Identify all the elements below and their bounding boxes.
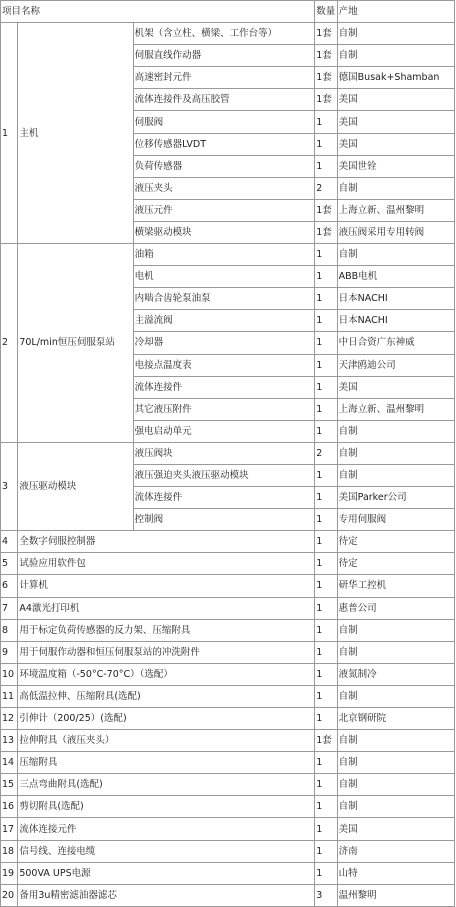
origin-cell: 上海立新、温州黎明 <box>337 199 454 221</box>
group-name: 主机 <box>18 23 133 244</box>
row-number: 18 <box>1 840 18 862</box>
quantity-cell: 1 <box>315 420 337 442</box>
sub-item-name: 电机 <box>133 266 315 288</box>
sub-item-name: 液压元件 <box>133 199 315 221</box>
origin-cell: 德国Busak+Shamban <box>337 67 454 89</box>
row-number: 16 <box>1 796 18 818</box>
sub-item-name: 液压强迫夹头液压驱动模块 <box>133 464 315 486</box>
quantity-cell: 1 <box>315 796 337 818</box>
table-row <box>1 641 455 663</box>
item-name: 全数字伺服控制器 <box>18 531 315 553</box>
origin-cell: 自制 <box>337 420 454 442</box>
origin-cell: ABB电机 <box>337 266 454 288</box>
sub-item-name: 液压夹头 <box>133 177 315 199</box>
quantity-cell: 1 <box>315 685 337 707</box>
item-name: 高低温拉伸、压缩附具(选配) <box>18 685 315 707</box>
sub-item-name: 内啮合齿轮泵油泵 <box>133 288 315 310</box>
origin-cell: 济南 <box>337 840 454 862</box>
quantity-cell: 1 <box>315 708 337 730</box>
origin-cell: 自制 <box>337 177 454 199</box>
origin-cell: 自制 <box>337 45 454 67</box>
table-row <box>1 685 455 707</box>
header-row <box>1 1 455 23</box>
sub-item-name: 流体连接件 <box>133 487 315 509</box>
item-name: 三点弯曲附具(选配) <box>18 774 315 796</box>
quantity-cell: 1 <box>315 531 337 553</box>
sub-item-name: 负荷传感器 <box>133 155 315 177</box>
table-row <box>1 862 455 884</box>
sub-item-name: 伺服阀 <box>133 111 315 133</box>
item-name: A4激光打印机 <box>18 597 315 619</box>
origin-cell: 美国 <box>337 89 454 111</box>
origin-cell: 自制 <box>337 730 454 752</box>
sub-item-name: 电接点温度表 <box>133 354 315 376</box>
row-number: 15 <box>1 774 18 796</box>
table-row <box>1 708 455 730</box>
item-name: 环境温度箱（-50°C-70°C）（选配） <box>18 663 315 685</box>
item-name: 压缩附具 <box>18 752 315 774</box>
origin-cell: 待定 <box>337 531 454 553</box>
quantity-cell: 1 <box>315 464 337 486</box>
quantity-cell: 1 <box>315 398 337 420</box>
origin-cell: 自制 <box>337 774 454 796</box>
quantity-cell: 1 <box>315 575 337 597</box>
quantity-cell: 1套 <box>315 221 337 243</box>
row-number: 4 <box>1 531 18 553</box>
quantity-cell: 1 <box>315 288 337 310</box>
quantity-cell: 3 <box>315 884 337 906</box>
quantity-cell: 1 <box>315 862 337 884</box>
sub-item-name: 控制阀 <box>133 509 315 531</box>
origin-cell: 专用伺服阀 <box>337 509 454 531</box>
table-row <box>1 730 455 752</box>
quantity-cell: 1 <box>315 663 337 685</box>
row-number: 20 <box>1 884 18 906</box>
row-number: 1 <box>1 23 18 244</box>
quantity-cell: 1套 <box>315 67 337 89</box>
quantity-cell: 1 <box>315 244 337 266</box>
sub-item-name: 高速密封元件 <box>133 67 315 89</box>
quantity-cell: 1 <box>315 111 337 133</box>
origin-cell: 美国 <box>337 133 454 155</box>
origin-cell: 美国 <box>337 376 454 398</box>
origin-cell: 中日合资广东神威 <box>337 332 454 354</box>
quantity-cell: 1 <box>315 266 337 288</box>
origin-cell: 天津鸥迪公司 <box>337 354 454 376</box>
sub-item-name: 冷却器 <box>133 332 315 354</box>
quantity-cell: 1 <box>315 487 337 509</box>
quantity-cell: 1 <box>315 376 337 398</box>
origin-cell: 美国Parker公司 <box>337 487 454 509</box>
origin-cell: 自制 <box>337 685 454 707</box>
origin-cell: 美国世铨 <box>337 155 454 177</box>
quantity-cell: 1 <box>315 155 337 177</box>
row-number: 17 <box>1 818 18 840</box>
row-number: 9 <box>1 641 18 663</box>
quantity-cell: 1 <box>315 354 337 376</box>
row-number: 5 <box>1 553 18 575</box>
table-body <box>1 23 455 907</box>
quantity-cell: 1 <box>315 133 337 155</box>
quantity-cell: 1 <box>315 641 337 663</box>
table-row <box>1 840 455 862</box>
sub-item-name: 伺服直线作动器 <box>133 45 315 67</box>
row-number: 10 <box>1 663 18 685</box>
quantity-cell: 1 <box>315 310 337 332</box>
row-number: 14 <box>1 752 18 774</box>
quantity-cell: 1 <box>315 774 337 796</box>
quantity-cell: 1 <box>315 597 337 619</box>
origin-cell: 研华工控机 <box>337 575 454 597</box>
row-number: 19 <box>1 862 18 884</box>
origin-cell: 待定 <box>337 553 454 575</box>
row-number: 3 <box>1 442 18 530</box>
sub-item-name: 机架（含立柱、横梁、工作台等） <box>133 23 315 45</box>
quantity-cell: 1 <box>315 818 337 840</box>
origin-cell: 温州黎明 <box>337 884 454 906</box>
item-name: 计算机 <box>18 575 315 597</box>
quantity-cell: 1套 <box>315 730 337 752</box>
origin-cell: 山特 <box>337 862 454 884</box>
table-row <box>1 23 455 45</box>
origin-cell: 液氮制冷 <box>337 663 454 685</box>
row-number: 12 <box>1 708 18 730</box>
sub-item-name: 液压阀块 <box>133 442 315 464</box>
sub-item-name: 主溢流阀 <box>133 310 315 332</box>
table-row <box>1 553 455 575</box>
sub-item-name: 流体连接件及高压胶管 <box>133 89 315 111</box>
origin-cell: 自制 <box>337 244 454 266</box>
origin-cell: 美国 <box>337 111 454 133</box>
quantity-cell: 2 <box>315 442 337 464</box>
table-row <box>1 884 455 906</box>
row-number: 8 <box>1 619 18 641</box>
table-row <box>1 796 455 818</box>
item-name: 拉伸附具（液压夹头） <box>18 730 315 752</box>
origin-cell: 自制 <box>337 442 454 464</box>
row-number: 2 <box>1 244 18 443</box>
origin-cell: 北京钢研院 <box>337 708 454 730</box>
sub-item-name: 其它液压附件 <box>133 398 315 420</box>
origin-cell: 上海立新、温州黎明 <box>337 398 454 420</box>
sub-item-name: 位移传感器LVDT <box>133 133 315 155</box>
sub-item-name: 流体连接件 <box>133 376 315 398</box>
origin-cell: 美国 <box>337 818 454 840</box>
quantity-cell: 1 <box>315 509 337 531</box>
table-row <box>1 774 455 796</box>
sub-item-name: 油箱 <box>133 244 315 266</box>
item-name: 备用3u精密滤油器滤芯 <box>18 884 315 906</box>
origin-cell: 液压阀采用专用转阀 <box>337 221 454 243</box>
item-name: 引伸计（200/25）(选配) <box>18 708 315 730</box>
origin-cell: 自制 <box>337 464 454 486</box>
quantity-cell: 1套 <box>315 23 337 45</box>
quantity-cell: 1套 <box>315 199 337 221</box>
row-number: 13 <box>1 730 18 752</box>
table-row <box>1 244 455 266</box>
quantity-cell: 2 <box>315 177 337 199</box>
table-row <box>1 619 455 641</box>
table-row <box>1 597 455 619</box>
row-number: 11 <box>1 685 18 707</box>
origin-cell: 日本NACHI <box>337 310 454 332</box>
table-row <box>1 442 455 464</box>
item-name: 用于标定负荷传感器的反力架、压缩附具 <box>18 619 315 641</box>
quantity-cell: 1 <box>315 752 337 774</box>
header-quantity: 数量 <box>315 1 337 23</box>
origin-cell: 日本NACHI <box>337 288 454 310</box>
header-item-name: 项目名称 <box>1 1 315 23</box>
item-name: 流体连接元件 <box>18 818 315 840</box>
table-row <box>1 531 455 553</box>
quantity-cell: 1 <box>315 619 337 641</box>
group-name: 70L/min恒压伺服泵站 <box>18 244 133 443</box>
quantity-cell: 1 <box>315 840 337 862</box>
quantity-cell: 1套 <box>315 45 337 67</box>
quantity-cell: 1 <box>315 332 337 354</box>
origin-cell: 自制 <box>337 641 454 663</box>
item-name: 用于伺服作动器和恒压伺服泵站的冲洗附件 <box>18 641 315 663</box>
table-row <box>1 575 455 597</box>
item-name: 试验应用软件包 <box>18 553 315 575</box>
origin-cell: 自制 <box>337 752 454 774</box>
origin-cell: 惠普公司 <box>337 597 454 619</box>
header-origin: 产地 <box>337 1 454 23</box>
table-row <box>1 663 455 685</box>
item-name: 信号线、连接电缆 <box>18 840 315 862</box>
origin-cell: 自制 <box>337 619 454 641</box>
sub-item-name: 强电启动单元 <box>133 420 315 442</box>
sub-item-name: 横梁驱动模块 <box>133 221 315 243</box>
row-number: 6 <box>1 575 18 597</box>
item-name: 500VA UPS电源 <box>18 862 315 884</box>
table-row <box>1 752 455 774</box>
table-row <box>1 818 455 840</box>
quantity-cell: 1套 <box>315 89 337 111</box>
quantity-cell: 1 <box>315 553 337 575</box>
origin-cell: 自制 <box>337 796 454 818</box>
group-name: 液压驱动模块 <box>18 442 133 530</box>
row-number: 7 <box>1 597 18 619</box>
item-name: 剪切附具(选配) <box>18 796 315 818</box>
origin-cell: 自制 <box>337 23 454 45</box>
